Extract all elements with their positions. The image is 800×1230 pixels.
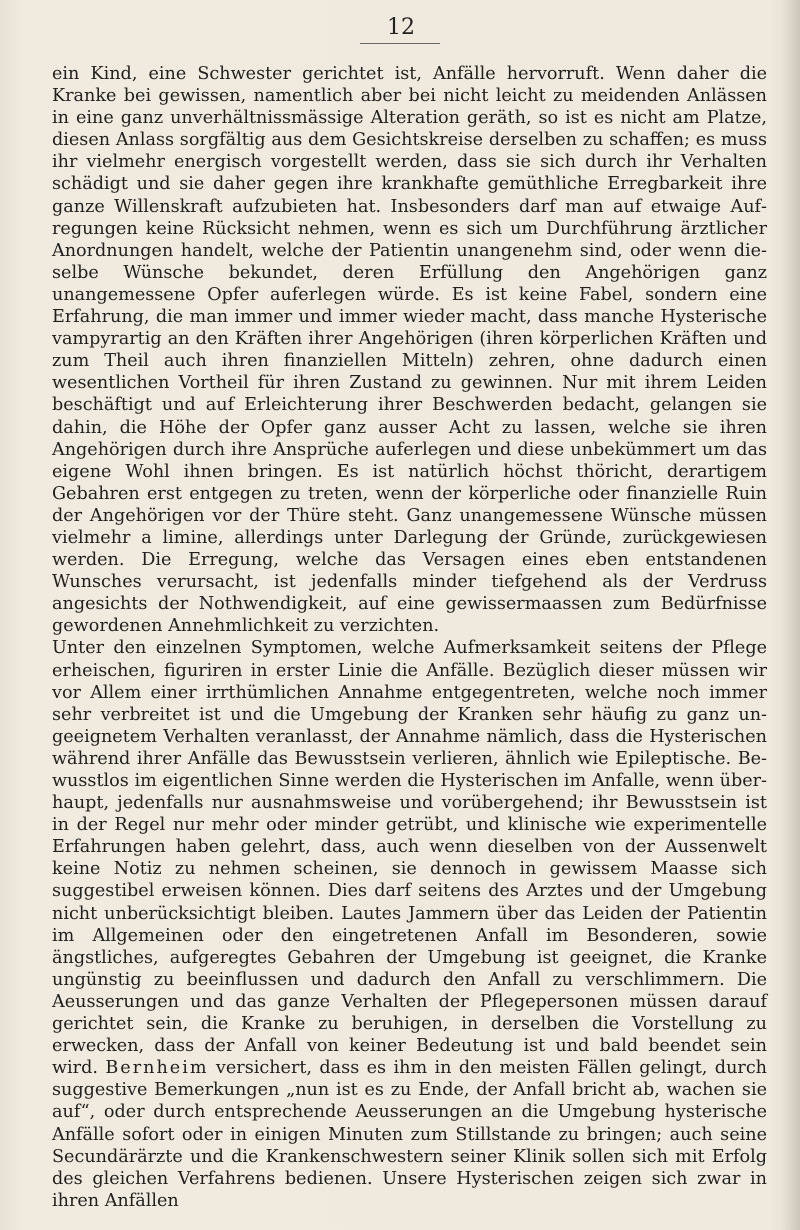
paragraph-2: [52, 637, 767, 1211]
page-edge-shadow: [782, 0, 800, 1230]
paragraph-2-main: Unter den einzelnen Symptomen, welche Aufmerksamkeit seitens der Pflege erheischen, figuriren in erster Linie die Anfälle. Bezüglich dieser müssen wir vor Allem einer irrthümlichen Annahme entgegentreten, welche noch immer sehr verbreitet ist und die Umgebung der Kranken sehr häufig zu ganz ungeeignetem Verhalten veranlasst, der Annahme nämlich, dass die Hysterischen während ihrer Anfälle das Bewusstsein verlieren, ähnlich wie Epileptische. Bewusstlos im eigentlichen Sinne werden die Hysterischen im Anfalle, wenn überhaupt, jedenfalls nur ausnahmsweise und vorübergehend; ihr Bewusstsein ist in der Regel nur mehr oder minder getrübt, und klinische wie experimentelle Erfahrungen haben gelehrt, dass, auch wenn dieselben von der Aussenwelt keine Notiz zu nehmen scheinen, sie dennoch in gewissem Maasse sich suggestibel erweisen können. Dies darf seitens des Arztes und der Umgebung nicht unberücksichtigt bleiben. Lautes Jammern über das Leiden der Patientin im Allgemeinen oder den eingetretenen Anfall im Besonderen, sowie ängstliches, aufgeregtes Gebahren der Umgebung ist geeignet, die Kranke ungünstig zu beeinflussen und dadurch den Anfall zu verschlimmern. Die Aeusserungen und das ganze Verhalten der Pflegepersonen müssen darauf gerichtet sein, die Kranke zu beruhigen, in derselben die Vorstellung zu erwecken, dass der Anfall von keiner Bedeutung ist und bald beendet sein wird.: [52, 638, 767, 1079]
page-number-rule: [360, 43, 440, 44]
paragraph-2-continuation: versichert, dass es ihm in den meisten Fällen gelingt, durch suggestive Bemerkungen „nun ist es zu Ende, der Anfall bricht ab, wachen sie auf“, oder durch entsprechende Aeusserungen an die Umgebung hysterische Anfälle sofort oder in einigen Minuten zum Stillstande zu bringen; auch seine Secundärärzte und die Krankenschwestern seiner Klinik sollen sich mit Erfolg des gleichen Verfahrens bedienen. Unsere Hysterischen zeigen sich zwar in ihren Anfällen: [52, 1058, 768, 1211]
paragraph-1: ein Kind, eine Schwester gerichtet ist, Anfälle hervorruft. Wenn daher die Kranke bei gewissen, namentlich aber bei nicht leicht zu meidenden Anlässen in eine ganz unverhältnissmässige Alteration geräth, so ist es nicht am Platze, diesen Anlass sorgfältig aus dem Gesichtskreise derselben zu schaffen; es muss ihr vielmehr energisch vorgestellt werden, dass sie sich durch ihr Verhalten schädigt und sie daher gegen ihre krankhafte gemüthliche Erregbarkeit ihre ganze Willenskraft aufzubieten hat. Insbesonders darf man auf etwaige Aufregungen keine Rücksicht nehmen, wenn es sich um Durchführung ärztlicher Anordnungen handelt, welche der Patientin unangenehm sind, oder wenn dieselbe Wünsche bekundet, deren Erfüllung den Angehörigen ganz unangemessene Opfer auferlegen würde. Es ist keine Fabel, sondern eine Erfahrung, die man immer und immer wieder macht, dass manche Hysterische vampyrartig an den Kräften ihrer Angehörigen (ihren körperlichen Kräften und zum Theil auch ihren finanziellen Mitteln) zehren, ohne dadurch einen wesentlichen Vortheil für ihren Zustand zu gewinnen. Nur mit ihrem Leiden beschäftigt und auf Erleichterung ihrer Beschwerden bedacht, gelangen sie dahin, die Höhe der Opfer ganz ausser Acht zu lassen, welche sie ihren Angehörigen durch ihre Ansprüche auferlegen und diese unbekümmert um das eigene Wohl ihnen bringen. Es ist natürlich höchst thöricht, derartigem Gebahren erst entgegen zu treten, wenn der körperliche oder finanzielle Ruin der Angehörigen vor der Thüre steht. Ganz unangemessene Wünsche müssen vielmehr a limine, allerdings unter Darlegung der Gründe, zurückgewiesen werden. Die Erregung, welche das Versagen eines eben entstandenen Wunsches verursacht, ist jedenfalls minder tiefgehend als der Verdruss angesichts der Nothwendigkeit, auf eine gewissermaassen zum Bedürfnisse gewordenen Annehmlichkeit zu verzichten.: [52, 64, 767, 637]
author-name-bernheim: Bernheim: [105, 1058, 209, 1079]
body-text: [52, 63, 767, 1212]
page-number: 12: [387, 15, 415, 40]
